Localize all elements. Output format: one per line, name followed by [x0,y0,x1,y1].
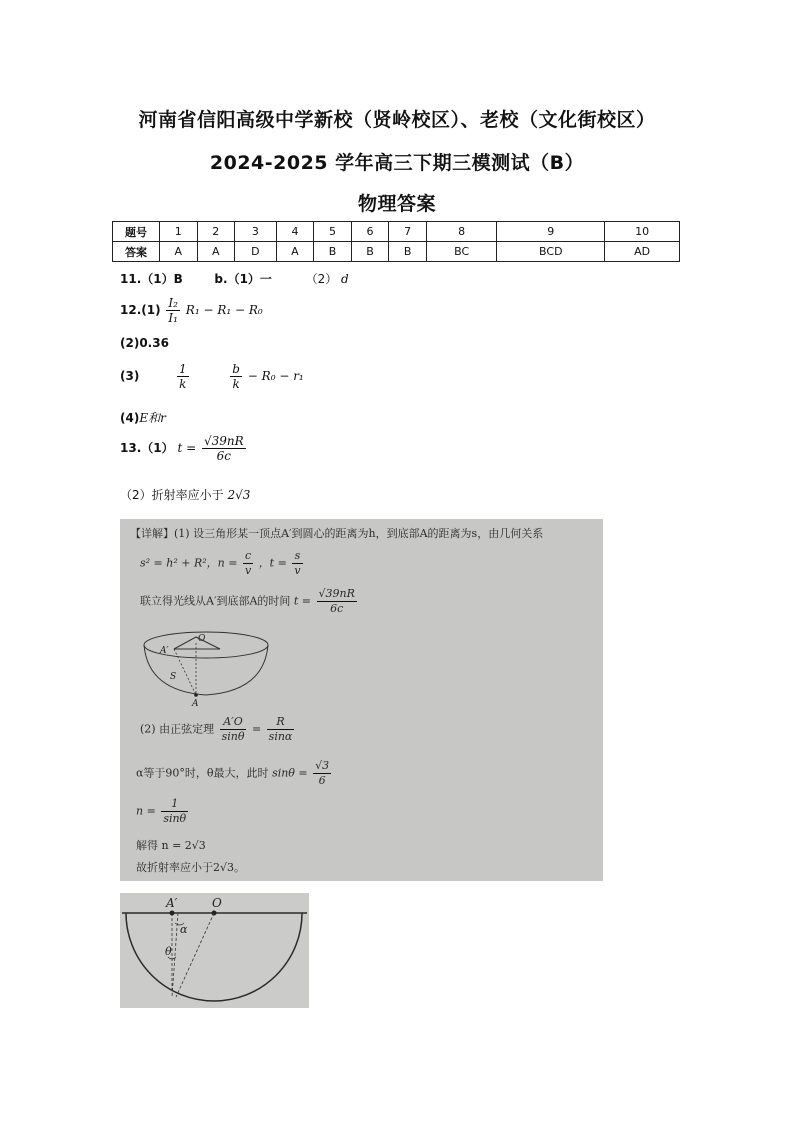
frac-c: c [243,549,253,564]
q12-frac4-den: k [232,377,240,391]
q12-frac-den: I₁ [168,311,178,325]
row-label-answer: 答案 [113,242,160,262]
table-cell: 8 [426,222,497,242]
semicircle-figure-photo [120,893,309,1008]
fig-label-o: O [212,896,222,910]
q12-expr4: E和r [139,411,166,425]
q12-part2: (2)0.36 [120,336,169,350]
solution-photo [120,519,603,881]
q13-part2-text: （2）折射率应小于 [120,488,224,502]
q12-expr3: − R₀ − r₁ [247,369,304,383]
exam-title: 2024-2025 学年高三下期三模测试（B） [209,152,585,174]
row-label-number: 题号 [113,222,160,242]
q13-den: 6c [216,449,231,463]
q13-part1 [120,434,248,463]
n-frac-den: sinθ [163,812,187,825]
fig-label-a-prime: A′ [166,896,178,910]
sine-frac2-den: sinα [268,730,293,743]
solution-line3-lhs: t = [293,594,312,608]
table-cell: A [276,242,314,262]
q12-label4: (4) [120,411,140,425]
table-cell: BC [426,242,497,262]
semicircle-diagram [120,893,309,1008]
answer-table [112,221,680,262]
table-cell: D [235,242,277,262]
ray-dashed [172,913,178,997]
q12-frac3-den: k [179,377,187,391]
q12-part1 [120,296,263,325]
q12-part4 [120,409,166,426]
label-s: S [170,672,177,682]
table-cell: 9 [497,222,605,242]
semicircle-arc [126,913,302,1001]
q13-fraction [202,434,246,463]
table-cell: 3 [235,222,277,242]
q13-part2-val: 2√3 [227,488,251,502]
solution-line3 [140,587,359,616]
q12-frac3-num: 1 [178,362,187,376]
table-cell: A [160,242,198,262]
solution-line3a: 联立得光线从A′到底部A的时间 [140,594,291,608]
table-cell: 2 [197,222,235,242]
solution-line4: (2) 由正弦定理 $\frac{A'O}{\sin\theta}$ = $\frac{R}{\sin\alpha}$ [140,715,293,743]
sine-frac1-den: sinθ [221,730,245,743]
q11-part2: （2） [305,272,338,286]
label-a: A [192,699,199,707]
question-number-row [113,222,680,242]
q11-part1: 11.（1）B [120,272,183,286]
table-cell: 5 [314,222,352,242]
sin-theta-frac [313,759,331,788]
sin-frac-den: 6 [318,774,326,787]
solution-line8: 故折射率应小于2√3。 [136,861,246,874]
q12-label1: 12.(1) [120,303,161,317]
table-cell: 4 [276,222,314,242]
q13-num: √39nR [203,434,244,448]
solution-line2b: ，t = [258,556,287,570]
solution-frac-s-v [292,549,302,578]
fig-label-alpha: α [180,923,188,936]
q11-answer [120,270,349,287]
n-frac [161,797,188,826]
table-cell: AD [605,242,680,262]
q11-part2-var: d [341,272,349,286]
label-o: O [198,634,206,644]
hemisphere-diagram [138,627,278,707]
sine-rule-frac2 [267,715,295,744]
table-cell: B [389,242,427,262]
solution-frac-time [317,587,357,616]
table-cell: 7 [389,222,427,242]
table-cell: B [314,242,352,262]
frac-time-den: 6c [330,602,344,615]
sine-frac1-num: A′O [220,715,247,730]
q13-lhs: t = [177,441,197,455]
q12-fraction [166,296,180,325]
table-cell: 10 [605,222,680,242]
frac-v: v [244,564,252,577]
q12-label3: (3) [120,369,140,383]
table-cell: BCD [497,242,605,262]
table-cell: A [197,242,235,262]
answer-row [113,242,680,262]
solution-line5 [136,759,333,788]
q12-frac4-num: b [232,362,240,376]
frac-v2: v [294,564,301,577]
q13-part2 [120,486,250,503]
sin-frac-num: √3 [315,759,330,772]
solution-line5a: α等于90°时，θ最大，此时 [136,766,269,780]
q12-fraction4 [230,362,242,391]
label-a-prime: A′ [160,646,169,656]
table-cell: B [351,242,389,262]
solution-line1: 【详解】(1) 设三角形某一顶点A′到圆心的距离为h，到底部A的距离为s，由几何关系 [130,527,544,540]
table-cell: 6 [351,222,389,242]
solution-line7: 解得 n = 2√3 [136,839,206,852]
n-frac-num: 1 [161,797,188,812]
q12-fraction3 [177,362,189,391]
solution-line6 [136,797,190,826]
ray-line [174,649,196,695]
q13-label: 13.（1） [120,441,174,455]
q11-part-b: b.（1）一 [214,272,272,286]
q12-part3 [120,362,304,391]
q12-expr1: R₁ − R₁ − R₀ [185,303,263,317]
fig-label-theta: θ [165,945,172,958]
q12-frac-num: I₂ [168,296,178,310]
solution-frac-c-v [243,549,253,578]
solution-line5-lhs: sinθ = [272,766,308,780]
subject-title: 物理答案 [357,193,436,215]
point-a [194,693,198,697]
solution-line4a: (2) 由正弦定理 [140,722,215,736]
school-title: 河南省信阳高级中学新校（贤岭校区）、老校（文化街校区） [138,109,656,131]
frac-time-num: √39nR [318,587,355,600]
solution-line2 [140,549,305,578]
table-cell: 1 [160,222,198,242]
sine-frac2-num: R [267,715,295,730]
solution-line6-lhs: n = [136,804,156,818]
frac-s: s [292,549,302,564]
solution-line2a: s² = h² + R²，n = [140,556,238,570]
sine-rule-frac1 [220,715,247,744]
triangle-shape [174,637,220,649]
